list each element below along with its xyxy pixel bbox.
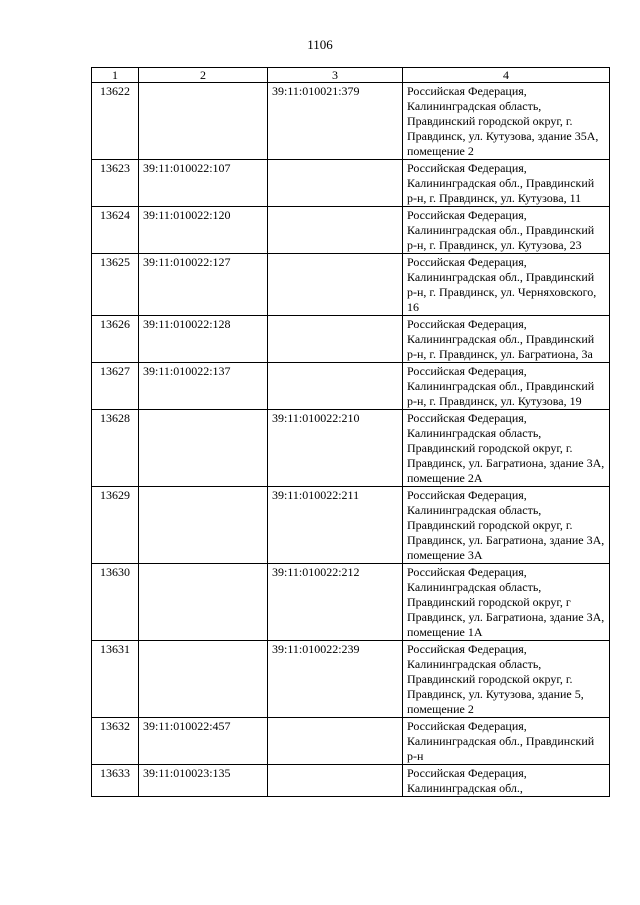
row-number-cell: 13631	[92, 641, 139, 718]
table-row	[92, 765, 610, 797]
address-cell: Российская Федерация, Калининградская обл., Правдинский р-н	[403, 718, 610, 765]
row-number-cell: 13622	[92, 83, 139, 160]
row-number-cell: 13630	[92, 564, 139, 641]
land-cadastral-number-cell: 39:11:010022:120	[139, 207, 268, 254]
premises-cadastral-number-cell	[268, 207, 403, 254]
row-number-cell: 13629	[92, 487, 139, 564]
address-cell: Российская Федерация, Калининградская обл.,	[403, 765, 610, 797]
address-cell: Российская Федерация, Калининградская область, Правдинский городской округ, г. Правдинск, ул. Кутузова, здание 35А, помещение 2	[403, 83, 610, 160]
premises-cadastral-number-cell: 39:11:010021:379	[268, 83, 403, 160]
row-number-cell: 13625	[92, 254, 139, 316]
premises-cadastral-number-cell	[268, 363, 403, 410]
premises-cadastral-number-cell	[268, 254, 403, 316]
land-cadastral-number-cell: 39:11:010022:107	[139, 160, 268, 207]
land-cadastral-number-cell	[139, 487, 268, 564]
table-row	[92, 487, 610, 564]
land-cadastral-number-cell	[139, 641, 268, 718]
page-number: 1106	[307, 37, 333, 52]
row-number-cell: 13623	[92, 160, 139, 207]
premises-cadastral-number-cell: 39:11:010022:239	[268, 641, 403, 718]
table-row	[92, 207, 610, 254]
table-row	[92, 363, 610, 410]
address-cell: Российская Федерация, Калининградская обл., Правдинский р-н, г. Правдинск, ул. Багратиона, 3а	[403, 316, 610, 363]
land-cadastral-number-cell	[139, 564, 268, 641]
table-row	[92, 254, 610, 316]
land-cadastral-number-cell	[139, 410, 268, 487]
table-row	[92, 410, 610, 487]
page-bottom-margin	[0, 850, 640, 905]
premises-cadastral-number-cell	[268, 765, 403, 797]
premises-cadastral-number-cell: 39:11:010022:210	[268, 410, 403, 487]
land-cadastral-number-cell: 39:11:010022:457	[139, 718, 268, 765]
header-col-1: 1	[92, 68, 139, 83]
table-row	[92, 160, 610, 207]
header-row	[92, 68, 610, 83]
premises-cadastral-number-cell: 39:11:010022:211	[268, 487, 403, 564]
address-cell: Российская Федерация, Калининградская область, Правдинский городской округ, г. Правдинск, ул. Багратиона, здание 3А, помещение 3А	[403, 487, 610, 564]
premises-cadastral-number-cell	[268, 316, 403, 363]
row-number-cell: 13628	[92, 410, 139, 487]
row-number-cell: 13632	[92, 718, 139, 765]
premises-cadastral-number-cell	[268, 160, 403, 207]
address-cell: Российская Федерация, Калининградская область, Правдинский городской округ, г Правдинск, ул. Багратиона, здание 3А, помещение 1А	[403, 564, 610, 641]
land-cadastral-number-cell	[139, 83, 268, 160]
address-cell: Российская Федерация, Калининградская область, Правдинский городской округ, г. Правдинск, ул. Багратиона, здание 3А, помещение 2А	[403, 410, 610, 487]
header-col-2: 2	[139, 68, 268, 83]
land-cadastral-number-cell: 39:11:010022:128	[139, 316, 268, 363]
land-cadastral-number-cell: 39:11:010022:127	[139, 254, 268, 316]
table-row	[92, 641, 610, 718]
premises-cadastral-number-cell: 39:11:010022:212	[268, 564, 403, 641]
row-number-cell: 13624	[92, 207, 139, 254]
premises-cadastral-number-cell	[268, 718, 403, 765]
registry-table	[91, 67, 610, 797]
address-cell: Российская Федерация, Калининградская обл., Правдинский р-н, г. Правдинск, ул. Кутузова, 11	[403, 160, 610, 207]
land-cadastral-number-cell: 39:11:010023:135	[139, 765, 268, 797]
table-row	[92, 316, 610, 363]
table-row	[92, 718, 610, 765]
header-col-4: 4	[403, 68, 610, 83]
address-cell: Российская Федерация, Калининградская обл., Правдинский р-н, г. Правдинск, ул. Кутузова, 19	[403, 363, 610, 410]
table-row	[92, 564, 610, 641]
row-number-cell: 13627	[92, 363, 139, 410]
address-cell: Российская Федерация, Калининградская обл., Правдинский р-н, г. Правдинск, ул. Черняховского, 16	[403, 254, 610, 316]
address-cell: Российская Федерация, Калининградская обл., Правдинский р-н, г. Правдинск, ул. Кутузова, 23	[403, 207, 610, 254]
land-cadastral-number-cell: 39:11:010022:137	[139, 363, 268, 410]
address-cell: Российская Федерация, Калининградская область, Правдинский городской округ, г. Правдинск, ул. Кутузова, здание 5, помещение 2	[403, 641, 610, 718]
table-row	[92, 83, 610, 160]
row-number-cell: 13633	[92, 765, 139, 797]
header-col-3: 3	[268, 68, 403, 83]
row-number-cell: 13626	[92, 316, 139, 363]
